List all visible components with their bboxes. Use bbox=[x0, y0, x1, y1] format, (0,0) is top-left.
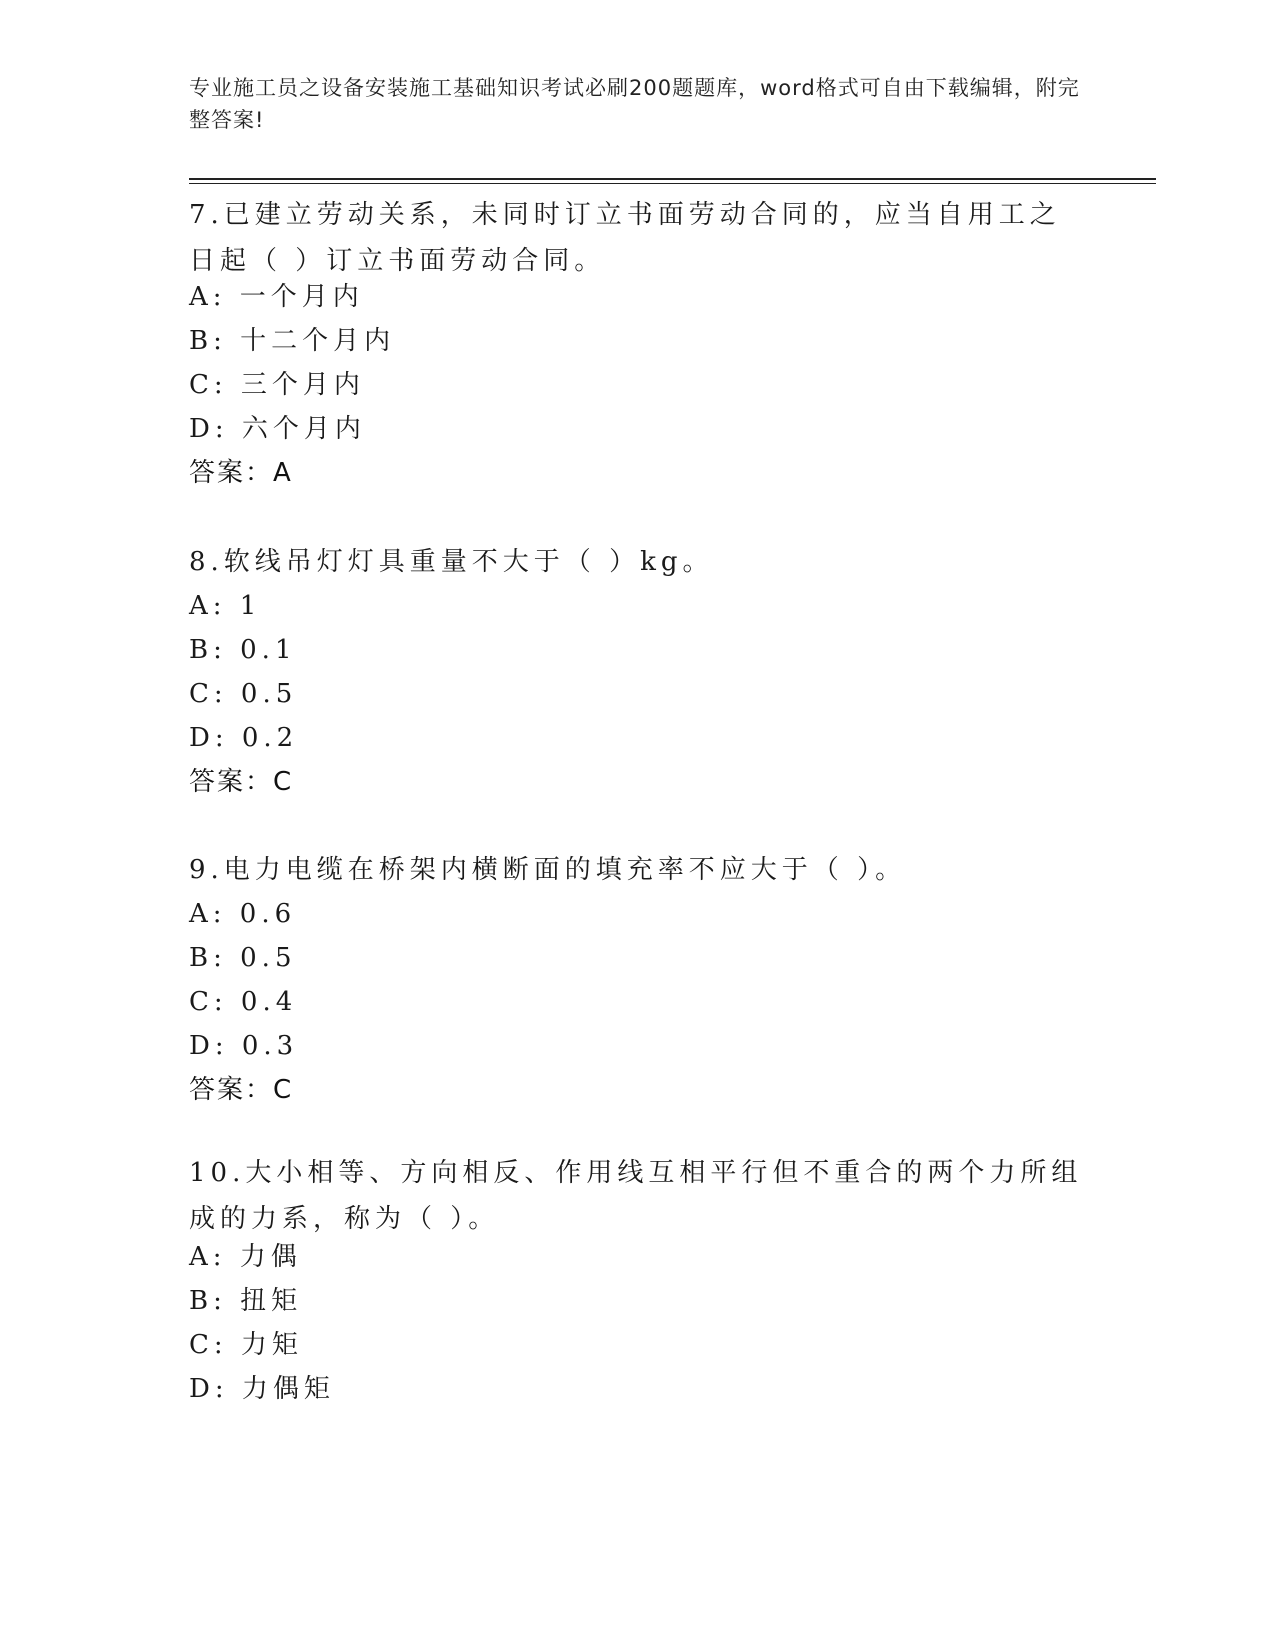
question-10-option-c: C: 力矩 bbox=[189, 1330, 303, 1360]
question-8-option-d: D: 0.2 bbox=[189, 723, 299, 753]
header-rule-thick bbox=[189, 178, 1156, 180]
question-10-stem: 10.大小相等、方向相反、作用线互相平行但不重合的两个力所组成的力系，称为（ ）。 bbox=[189, 1158, 1083, 1234]
question-7-option-b: B: 十二个月内 bbox=[189, 326, 396, 356]
question-8-option-a: A: 1 bbox=[189, 591, 262, 621]
question-9-option-a: A: 0.6 bbox=[189, 899, 297, 929]
question-8-stem: 8.软线吊灯灯具重量不大于（ ）kg。 bbox=[189, 547, 714, 577]
question-9-option-c: C: 0.4 bbox=[189, 987, 298, 1017]
question-8-option-c: C: 0.5 bbox=[189, 679, 298, 709]
question-9-answer: 答案：C bbox=[189, 1075, 294, 1105]
question-9-option-d: D: 0.3 bbox=[189, 1031, 299, 1061]
question-7-option-a: A: 一个月内 bbox=[189, 282, 364, 312]
question-8-answer: 答案：C bbox=[189, 767, 294, 797]
question-7-stem: 7.已建立劳动关系，未同时订立书面劳动合同的，应当自用工之日起（ ）订立书面劳动合同。 bbox=[189, 200, 1061, 276]
question-7-option-c: C: 三个月内 bbox=[189, 370, 365, 400]
document-header: 专业施工员之设备安装施工基础知识考试必刷200题题库，word格式可自由下载编辑，附完整答案! bbox=[189, 76, 1080, 132]
question-10-option-b: B: 扭矩 bbox=[189, 1286, 303, 1316]
question-9-option-b: B: 0.5 bbox=[189, 943, 297, 973]
header-rule-thin bbox=[189, 183, 1156, 184]
question-10-option-a: A: 力偶 bbox=[189, 1242, 302, 1272]
question-10-option-d: D: 力偶矩 bbox=[189, 1374, 335, 1404]
question-8-option-b: B: 0.1 bbox=[189, 635, 297, 665]
question-9-stem: 9.电力电缆在桥架内横断面的填充率不应大于（ ）。 bbox=[189, 855, 907, 885]
question-7-option-d: D: 六个月内 bbox=[189, 414, 366, 444]
question-7-answer: 答案：A bbox=[189, 458, 293, 488]
